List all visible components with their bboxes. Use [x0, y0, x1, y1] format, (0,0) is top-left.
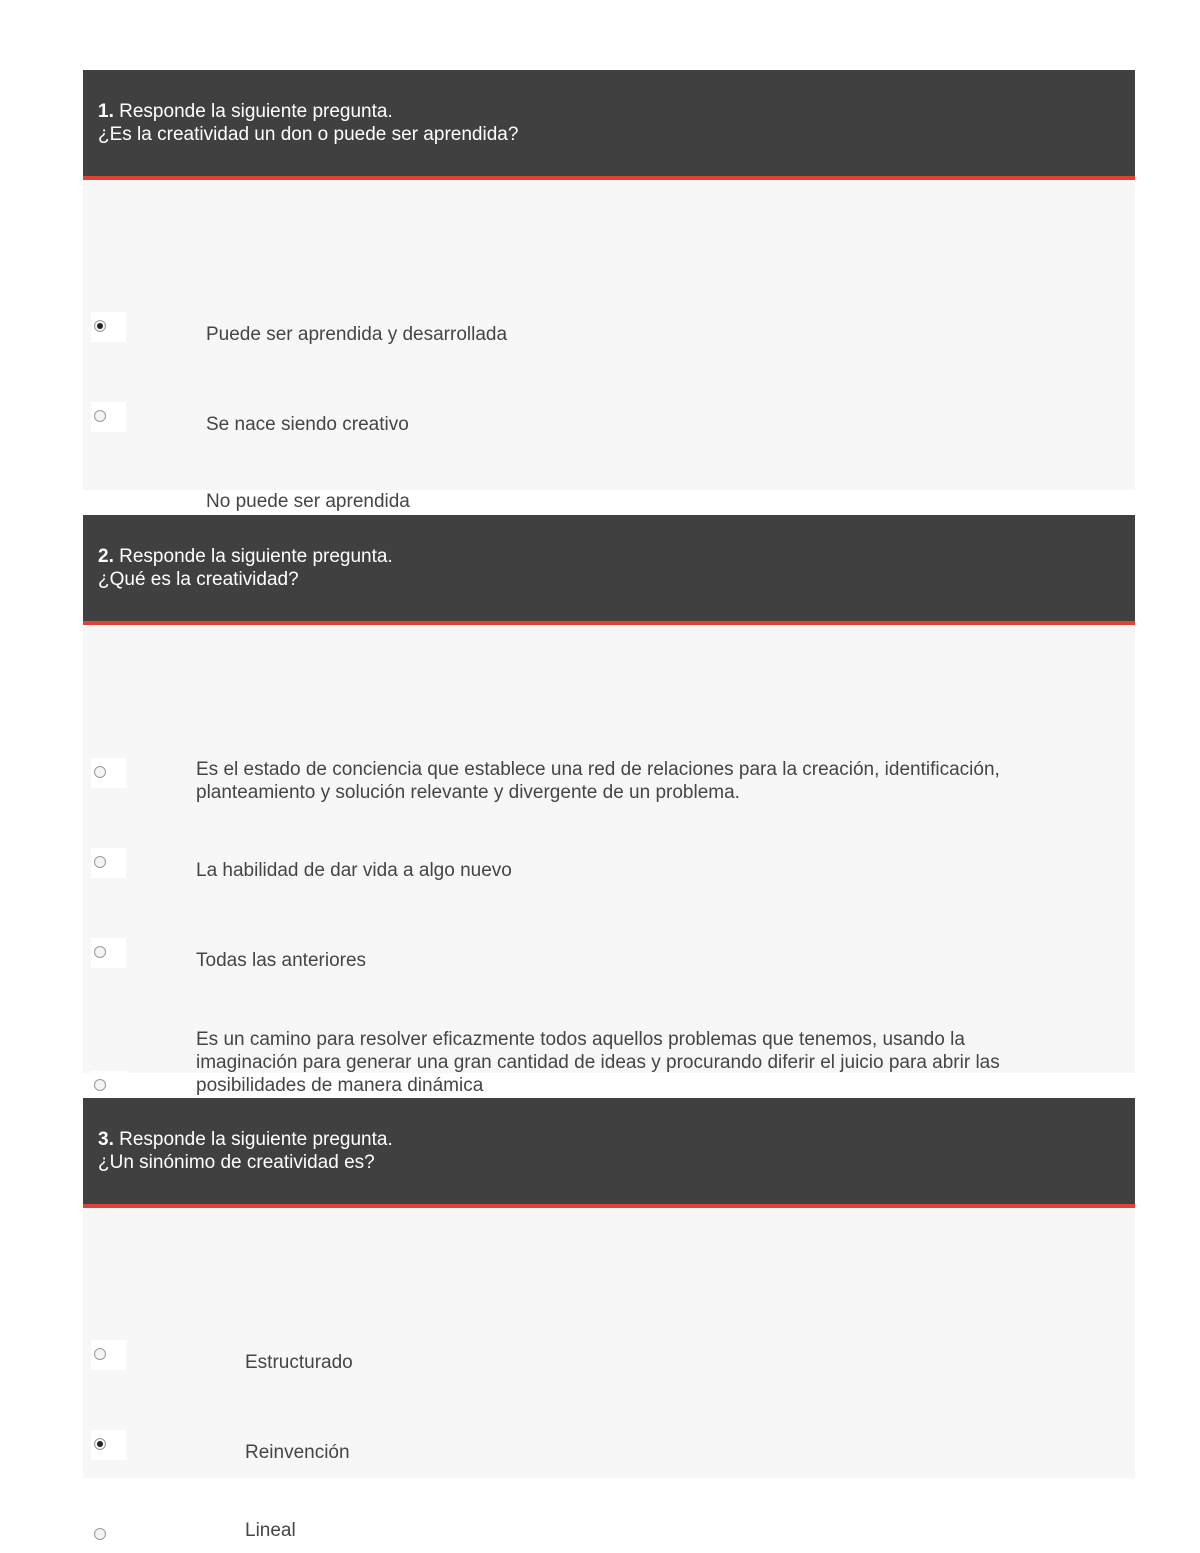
radio-checked-icon	[94, 1438, 106, 1450]
question-1-header	[83, 70, 1135, 180]
question-2-option-4-label[interactable]: Es un camino para resolver eficazmente todos aquellos problemas que tenemos, usando la imaginación para generar una gran cantidad de ideas y procurando diferir el juicio para abrir las posibilidades de manera dinámica	[196, 1029, 1000, 1096]
question-3-option-1-label[interactable]: Estructurado	[245, 1352, 353, 1373]
radio-unchecked-icon	[94, 410, 106, 422]
question-1-number: 1.	[98, 101, 114, 122]
question-3-number: 3.	[98, 1129, 114, 1150]
question-1-option-3-label[interactable]: No puede ser aprendida	[206, 491, 410, 512]
radio-unchecked-icon	[94, 1079, 106, 1091]
question-2-text	[98, 545, 393, 591]
question-1-option-1-radio[interactable]	[91, 312, 126, 342]
radio-unchecked-icon	[94, 856, 106, 868]
question-3-option-3-radio[interactable]	[91, 1520, 126, 1550]
question-1-option-2-radio[interactable]	[91, 402, 126, 432]
question-2-prompt: ¿Qué es la creatividad?	[98, 569, 299, 590]
question-1-text	[98, 100, 518, 146]
question-2-option-2-label[interactable]: La habilidad de dar vida a algo nuevo	[196, 860, 512, 881]
question-3-instruction: Responde la siguiente pregunta.	[119, 1129, 393, 1150]
question-3-option-3-label[interactable]: Lineal	[245, 1520, 296, 1541]
question-2-number: 2.	[98, 546, 114, 567]
radio-checked-icon	[94, 320, 106, 332]
question-2-instruction: Responde la siguiente pregunta.	[119, 546, 393, 567]
question-3-header	[83, 1098, 1135, 1208]
question-3-prompt: ¿Un sinónimo de creatividad es?	[98, 1152, 375, 1173]
question-2-option-3-radio[interactable]	[91, 938, 126, 968]
question-2-header	[83, 515, 1135, 625]
question-3-option-1-radio[interactable]	[91, 1340, 126, 1370]
question-2-option-3-label[interactable]: Todas las anteriores	[196, 950, 367, 971]
radio-unchecked-icon	[94, 946, 106, 958]
question-1-option-2-label[interactable]: Se nace siendo creativo	[206, 414, 409, 435]
question-2-option-2-radio[interactable]	[91, 848, 126, 878]
question-1-prompt: ¿Es la creatividad un don o puede ser aprendida?	[98, 124, 519, 145]
question-2-option-4-radio[interactable]	[91, 1071, 126, 1101]
question-1-option-1-label[interactable]: Puede ser aprendida y desarrollada	[206, 324, 508, 345]
question-1-instruction: Responde la siguiente pregunta.	[119, 101, 393, 122]
radio-unchecked-icon	[94, 1348, 106, 1360]
question-3-option-2-label[interactable]: Reinvención	[245, 1442, 350, 1463]
question-3-text	[98, 1128, 393, 1174]
question-3	[83, 1098, 1135, 1541]
question-1	[83, 70, 1135, 512]
question-2-option-1-label[interactable]: Es el estado de conciencia que establece una red de relaciones para la creación, identificación, planteamiento y solución relevante y divergente de un problema.	[196, 759, 1000, 803]
radio-unchecked-icon	[94, 1528, 106, 1540]
radio-unchecked-icon	[94, 766, 106, 778]
question-2	[83, 515, 1135, 1096]
question-3-option-2-radio[interactable]	[91, 1430, 126, 1460]
question-2-option-1-radio[interactable]	[91, 758, 126, 788]
